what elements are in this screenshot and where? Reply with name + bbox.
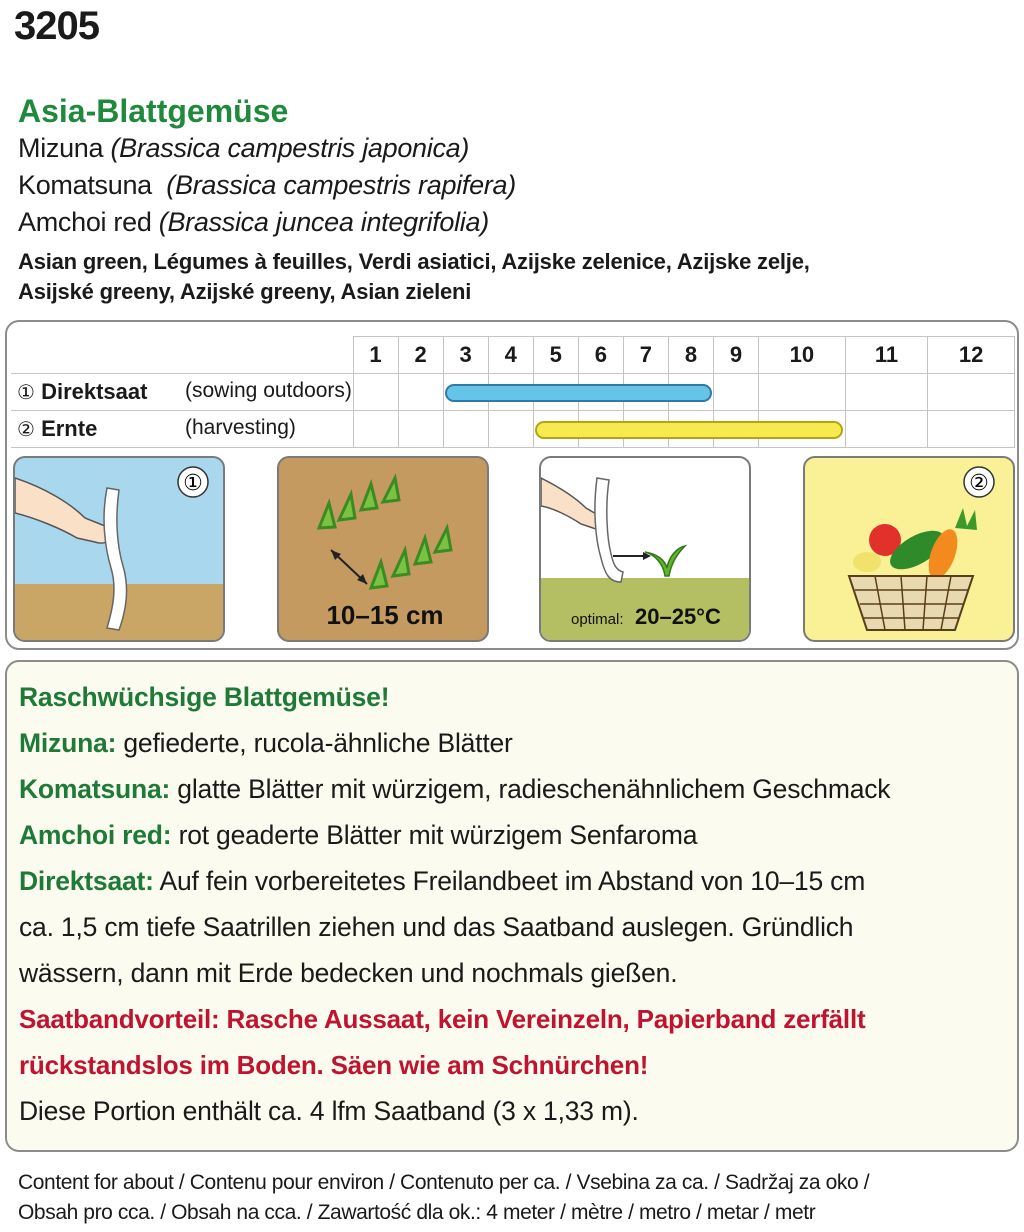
- product-header: [18, 92, 1008, 307]
- spacing-label: 10–15 cm: [326, 600, 444, 630]
- desc-label: Direktsaat:: [19, 866, 154, 896]
- names-line: Asian green, Légumes à feuilles, Verdi asiatici, Azijske zelenice, Azijske zelje,: [18, 249, 810, 274]
- advantage-line-1: Saatbandvorteil: Rasche Aussaat, kein Vereinzeln, Papierband zerfällt: [19, 1004, 866, 1034]
- desc-komatsuna: [19, 766, 1009, 812]
- row-label-en: (sowing outdoors): [185, 379, 352, 402]
- step2-badge: ②: [969, 471, 989, 496]
- headline: Raschwüchsige Blattgemüse!: [19, 682, 390, 712]
- month-header: 2: [398, 337, 443, 374]
- month-header: 1: [353, 337, 398, 374]
- step1-badge: ①: [183, 471, 203, 496]
- hand-tape-icon: [15, 458, 225, 642]
- content-footer: [18, 1168, 1018, 1228]
- month-header: 10: [759, 337, 846, 374]
- product-title: Asia-Blattgemüse: [18, 93, 289, 129]
- row-label-de: Direktsaat: [41, 379, 148, 404]
- month-header: 6: [578, 337, 623, 374]
- product-code: 3205: [14, 4, 99, 48]
- desc-direktsaat-3: wässern, dann mit Erde bedecken und nochmals gießen.: [19, 958, 678, 988]
- desc-mizuna: [19, 720, 1009, 766]
- desc-direktsaat-2: ca. 1,5 cm tiefe Saatrillen ziehen und das Saatband auslegen. Gründlich: [19, 912, 854, 942]
- desc-text: glatte Blätter mit würzigem, radieschenähnlichem Geschmack: [170, 774, 891, 804]
- month-header: 11: [845, 337, 928, 374]
- desc-label: Amchoi red:: [19, 820, 172, 850]
- month-header: 9: [714, 337, 759, 374]
- desc-label: Mizuna:: [19, 728, 117, 758]
- variety-komatsuna: [18, 167, 1008, 204]
- translated-names: [18, 247, 1008, 307]
- advantage-line-2: rückstandslos im Boden. Säen wie am Schnürchen!: [19, 1050, 649, 1080]
- desc-text: gefiederte, rucola-ähnliche Blätter: [116, 728, 513, 758]
- row-label-harvest: [11, 411, 353, 448]
- month-header: 3: [443, 337, 488, 374]
- harvest-illustration: [803, 456, 1015, 642]
- sowing-illustration: [13, 456, 225, 642]
- desc-label: Komatsuna:: [19, 774, 171, 804]
- row-label-sowing: [11, 374, 353, 411]
- desc-text: rot geaderte Blätter mit würzigem Senfaroma: [171, 820, 698, 850]
- step-number: ①: [17, 382, 35, 404]
- spacing-illustration: [277, 456, 489, 642]
- calendar-panel: [5, 320, 1019, 650]
- variety-latin: (Brassica campestris rapifera): [166, 170, 516, 200]
- step-number: ②: [17, 419, 35, 441]
- temp-prefix: optimal:: [571, 611, 624, 628]
- harvest-period-bar: [535, 421, 843, 439]
- variety-name: Mizuna: [18, 133, 104, 163]
- vegetable-basket-icon: [805, 458, 1015, 642]
- temp-label: 20–25°C: [635, 604, 721, 629]
- portion-info: Diese Portion enthält ca. 4 lfm Saatband (3 x 1,33 m).: [19, 1096, 639, 1126]
- variety-mizuna: [18, 130, 1008, 167]
- month-header: 7: [623, 337, 668, 374]
- sowing-period-bar: [445, 384, 711, 402]
- desc-text: Auf fein vorbereitetes Freilandbeet im Abstand von 10–15 cm: [153, 866, 866, 896]
- month-header: 8: [668, 337, 713, 374]
- description-panel: [5, 660, 1019, 1152]
- calendar-corner: [11, 337, 353, 374]
- tape-seedling-icon: [541, 458, 751, 642]
- germination-illustration: [539, 456, 751, 642]
- row-label-en: (harvesting): [185, 416, 296, 439]
- month-header: 5: [533, 337, 578, 374]
- footer-line: Content for about / Contenu pour environ / Contenuto per ca. / Vsebina za ca. / Sadržaj za oko /: [18, 1171, 870, 1194]
- row-label-de: Ernte: [41, 416, 98, 441]
- variety-name: Komatsuna: [18, 170, 152, 200]
- month-header: 4: [488, 337, 533, 374]
- desc-direktsaat: [19, 858, 1009, 904]
- variety-amchoi: [18, 204, 1008, 241]
- month-header: 12: [928, 337, 1015, 374]
- desc-amchoi: [19, 812, 1009, 858]
- variety-latin: (Brassica campestris japonica): [110, 133, 470, 163]
- footer-line: Obsah pro cca. / Obsah na cca. / Zawartość dla ok.: 4 meter / mètre / metro / metar / metr: [18, 1201, 816, 1224]
- seedling-rows-icon: [279, 458, 489, 642]
- names-line: Asijské greeny, Azijské greeny, Asian zieleni: [18, 279, 472, 304]
- variety-latin: (Brassica juncea integrifolia): [158, 207, 489, 237]
- variety-name: Amchoi red: [18, 207, 152, 237]
